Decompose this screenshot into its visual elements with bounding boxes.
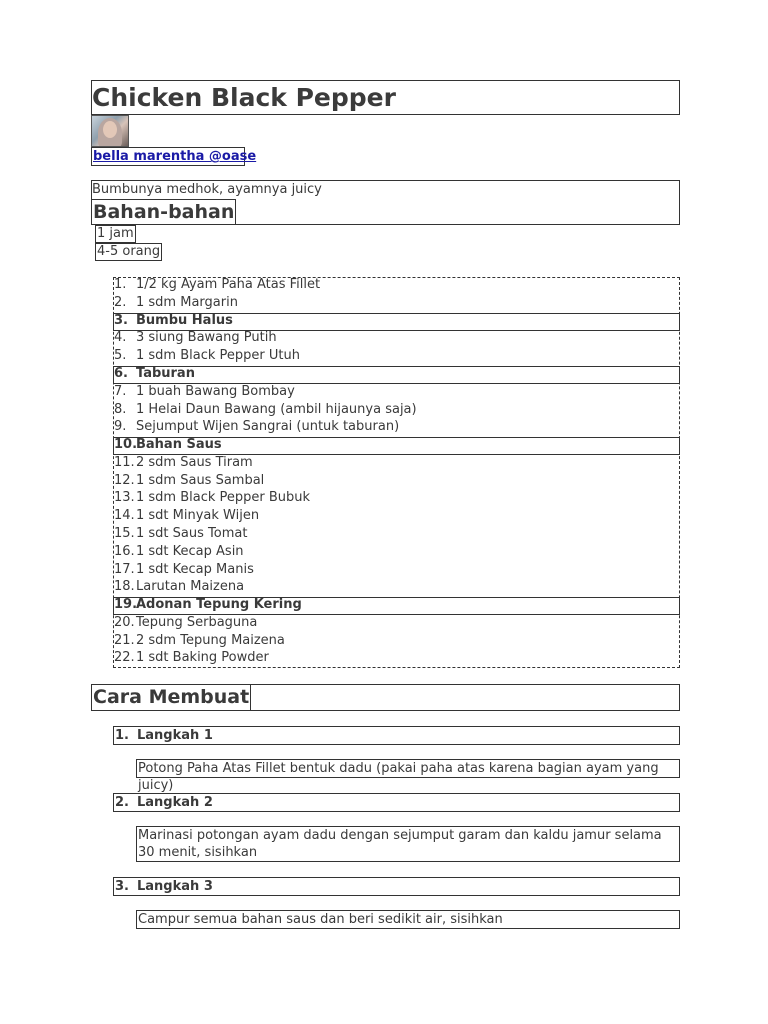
servings: 4-5 orang xyxy=(97,244,161,259)
step-label: Langkah 3 xyxy=(137,879,213,894)
step-2-heading xyxy=(113,793,680,812)
ingredient-item xyxy=(113,615,680,633)
ingredient-number: 7. xyxy=(114,383,127,399)
ingredient-text: 1/2 kg Ayam Paha Atas Fillet xyxy=(136,277,321,292)
ingredient-text: 2 sdm Saus Tiram xyxy=(136,454,253,470)
ingredient-text: Bumbu Halus xyxy=(136,312,233,328)
ingredient-number: 21. xyxy=(114,632,135,648)
ingredient-number: 20. xyxy=(114,614,135,630)
ingredient-item xyxy=(113,330,680,348)
ingredient-number: 8. xyxy=(114,401,127,417)
ingredients-heading: Bahan-bahan xyxy=(93,201,235,223)
ingredient-item xyxy=(113,508,680,526)
steps-heading: Cara Membuat xyxy=(93,686,250,708)
author-avatar[interactable] xyxy=(91,115,129,147)
step-3-text: Campur semua bahan saus dan beri sedikit air, sisihkan xyxy=(136,910,680,929)
ingredient-item xyxy=(113,650,680,668)
ingredient-number: 13. xyxy=(114,490,135,506)
ingredient-text: Adonan Tepung Kering xyxy=(136,597,302,612)
ingredient-item xyxy=(113,579,680,597)
recipe-description: Bumbunya medhok, ayamnya juicy xyxy=(92,182,322,197)
ingredient-number: 18. xyxy=(114,579,135,595)
ingredient-number: 2. xyxy=(114,294,127,310)
step-1-heading xyxy=(113,726,680,745)
ingredient-number: 9. xyxy=(114,419,127,435)
ingredient-number: 10. xyxy=(114,437,138,452)
ingredient-item xyxy=(113,384,680,402)
recipe-title: Chicken Black Pepper xyxy=(92,83,396,112)
ingredient-item xyxy=(113,455,680,473)
ingredient-text: 1 sdm Black Pepper Bubuk xyxy=(136,490,311,506)
ingredient-section-header xyxy=(113,366,680,384)
ingredient-number: 15. xyxy=(114,525,135,541)
ingredient-item xyxy=(113,402,680,420)
title-box xyxy=(91,80,680,115)
ingredient-number: 16. xyxy=(114,543,135,559)
ingredient-text: 2 sdm Tepung Maizena xyxy=(136,632,285,648)
ingredient-section-header xyxy=(113,313,680,331)
ingredient-item xyxy=(113,490,680,508)
step-number: 3. xyxy=(115,879,129,894)
steps-heading-box xyxy=(91,684,680,711)
ingredient-text: 1 sdm Saus Sambal xyxy=(136,472,265,488)
ingredient-item xyxy=(113,295,680,313)
ingredient-text: 1 Helai Daun Bawang (ambil hijaunya saja) xyxy=(136,401,417,417)
ingredient-text: 1 buah Bawang Bombay xyxy=(136,383,295,399)
ingredient-section-header xyxy=(113,437,680,455)
author-link[interactable]: bella marentha @oase xyxy=(93,149,257,164)
step-2-text: Marinasi potongan ayam dadu dengan sejumput garam dan kaldu jamur selama 30 menit, sisihkan xyxy=(136,826,680,862)
cooking-duration: 1 jam xyxy=(97,226,134,241)
step-number: 1. xyxy=(115,728,129,743)
ingredient-number: 14. xyxy=(114,508,135,524)
ingredient-text: 1 sdm Black Pepper Utuh xyxy=(136,348,300,364)
ingredient-number: 3. xyxy=(114,312,128,328)
ingredient-number: 5. xyxy=(114,348,127,364)
ingredient-text: 1 sdt Kecap Asin xyxy=(136,543,244,559)
ingredient-item xyxy=(113,348,680,366)
ingredient-item xyxy=(113,473,680,491)
ingredient-number: 17. xyxy=(114,561,135,577)
ingredient-item xyxy=(113,562,680,580)
ingredient-number: 1. xyxy=(114,277,127,292)
ingredient-item xyxy=(113,419,680,437)
step-3-heading xyxy=(113,877,680,896)
ingredient-number: 22. xyxy=(114,650,135,666)
ingredient-text: Larutan Maizena xyxy=(136,579,245,595)
ingredient-number: 11. xyxy=(114,454,135,470)
ingredient-text: Tepung Serbaguna xyxy=(136,614,258,630)
ingredient-text: 1 sdm Margarin xyxy=(136,294,238,310)
ingredient-text: 1 sdt Baking Powder xyxy=(136,650,269,666)
ingredient-number: 6. xyxy=(114,365,128,381)
step-number: 2. xyxy=(115,795,129,810)
ingredient-text: Taburan xyxy=(136,365,195,381)
ingredient-text: 1 sdt Kecap Manis xyxy=(136,561,254,577)
ingredient-section-header xyxy=(113,597,680,615)
ingredient-text: 3 siung Bawang Putih xyxy=(136,330,277,346)
step-1-text: Potong Paha Atas Fillet bentuk dadu (pakai paha atas karena bagian ayam yang juicy) xyxy=(136,759,680,778)
ingredient-text: 1 sdt Saus Tomat xyxy=(136,525,248,541)
ingredient-text: 1 sdt Minyak Wijen xyxy=(136,508,260,524)
step-label: Langkah 2 xyxy=(137,795,213,810)
ingredient-item xyxy=(113,277,680,295)
ingredient-number: 12. xyxy=(114,472,135,488)
ingredient-item xyxy=(113,544,680,562)
step-label: Langkah 1 xyxy=(137,728,213,743)
ingredient-item xyxy=(113,526,680,544)
ingredient-text: Sejumput Wijen Sangrai (untuk taburan) xyxy=(136,419,400,435)
ingredient-number: 4. xyxy=(114,330,127,346)
ingredient-number: 19. xyxy=(114,597,138,612)
ingredient-item xyxy=(113,633,680,651)
ingredient-text: Bahan Saus xyxy=(136,437,222,452)
